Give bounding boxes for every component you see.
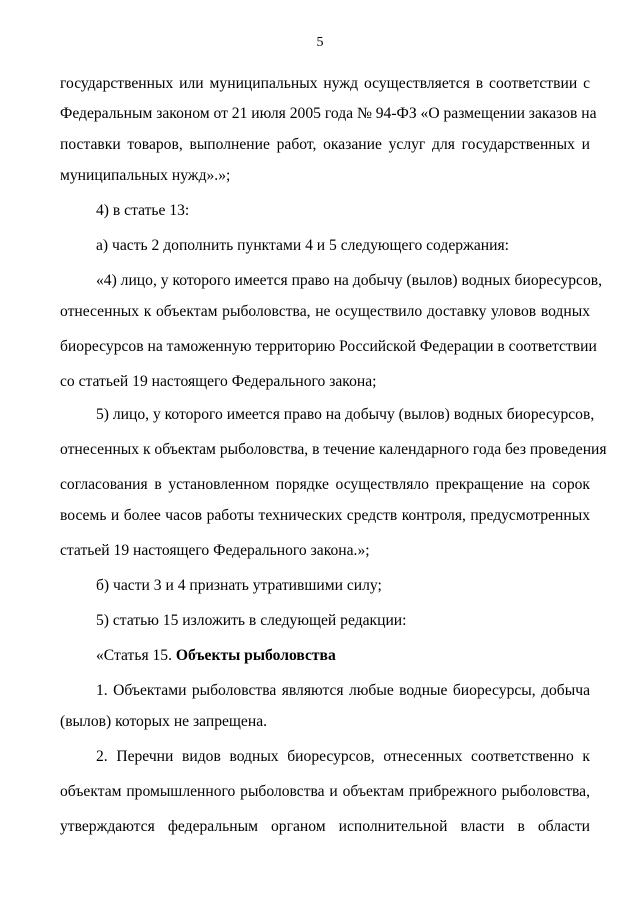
text-line: 5) статью 15 изложить в следующей редакции: bbox=[96, 612, 407, 629]
text-line: согласования в установленном порядке осуществляло прекращение на сорок bbox=[60, 476, 590, 493]
text-line: б) части 3 и 4 признать утратившими силу; bbox=[96, 577, 382, 594]
article-title: Объекты рыболовства bbox=[175, 647, 336, 664]
text-line: 1. Объектами рыболовства являются любые водные биоресурсы, добыча bbox=[96, 682, 590, 699]
text-line: 4) в статье 13: bbox=[96, 202, 190, 219]
text-line: восемь и более часов работы технических средств контроля, предусмотренных bbox=[60, 507, 590, 524]
text-line: со статьей 19 настоящего Федерального закона; bbox=[60, 373, 377, 390]
text-line: отнесенных к объектам рыболовства, не осуществило доставку уловов водных bbox=[60, 303, 590, 320]
text-line: Федеральным законом от 21 июля 2005 года № 94-ФЗ «О размещении заказов на bbox=[60, 105, 597, 122]
text-line: поставки товаров, выполнение работ, оказание услуг для государственных и bbox=[60, 136, 590, 153]
page-number: 5 bbox=[316, 35, 324, 50]
text-line: утверждаются федеральным органом исполнительной власти в области bbox=[60, 818, 590, 835]
text-line: 5) лицо, у которого имеется право на добычу (вылов) водных биоресурсов, bbox=[96, 406, 595, 423]
article-number: «Статья 15. bbox=[96, 647, 176, 664]
text-line: биоресурсов на таможенную территорию Российской Федерации в соответствии bbox=[60, 338, 597, 355]
text-line: государственных или муниципальных нужд осуществляется в соответствии с bbox=[60, 75, 590, 92]
text-line: (вылов) которых не запрещена. bbox=[60, 713, 268, 730]
article-heading bbox=[96, 646, 590, 666]
text-line: а) часть 2 дополнить пунктами 4 и 5 следующего содержания: bbox=[96, 237, 509, 254]
text-line: муниципальных нужд».»; bbox=[60, 167, 231, 184]
text-line: статьей 19 настоящего Федерального закона.»; bbox=[60, 542, 370, 559]
text-line: 2. Перечни видов водных биоресурсов, отнесенных соответственно к bbox=[96, 748, 590, 765]
text-line: отнесенных к объектам рыболовства, в течение календарного года без проведения bbox=[60, 441, 607, 458]
text-line: объектам промышленного рыболовства и объектам прибрежного рыболовства, bbox=[60, 783, 590, 800]
text-line: «4) лицо, у которого имеется право на добычу (вылов) водных биоресурсов, bbox=[96, 272, 603, 289]
